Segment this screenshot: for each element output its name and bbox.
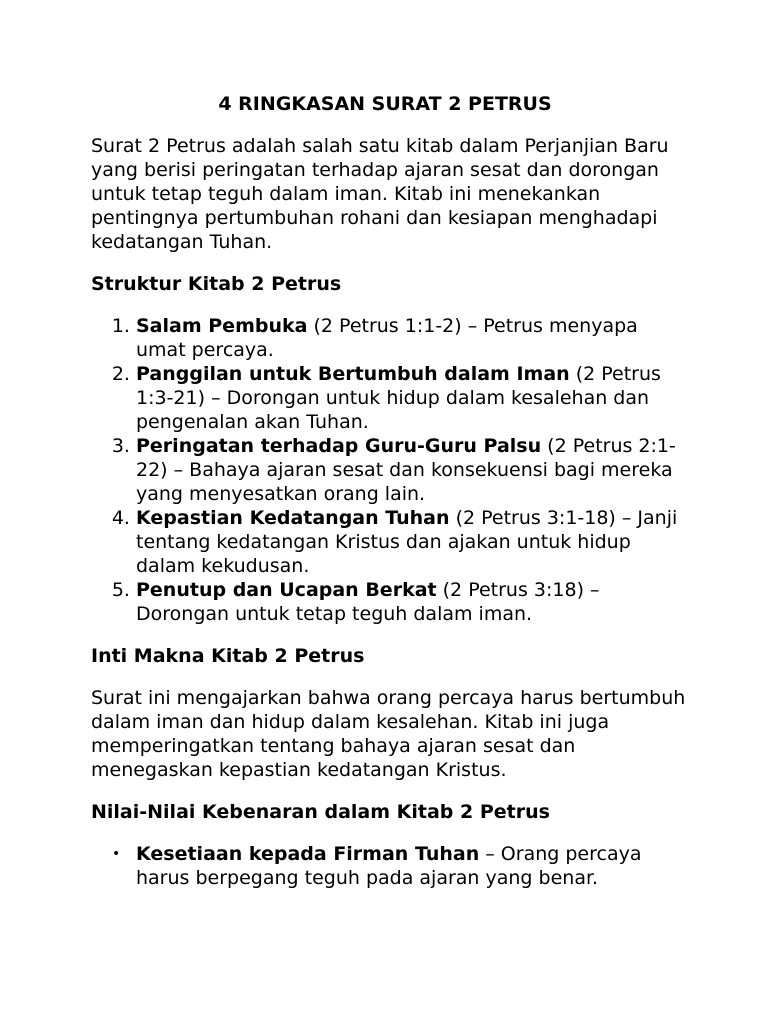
item-term: Salam Pembuka [136, 315, 308, 337]
item-term: Peringatan terhadap Guru-Guru Palsu [136, 435, 542, 457]
section-heading-structure: Struktur Kitab 2 Petrus [91, 273, 342, 295]
list-item [136, 314, 691, 362]
item-desc: – Orang percaya harus berpegang teguh pada ajaran yang benar. [136, 843, 642, 889]
item-term: Kesetiaan kepada Firman Tuhan [136, 843, 480, 865]
item-term: Kepastian Kedatangan Tuhan [136, 507, 450, 529]
document-page [91, 92, 691, 908]
item-desc: (2 Petrus 1:1-2) – Petrus menyapa umat percaya. [136, 315, 638, 361]
list-item [136, 434, 691, 506]
values-list [91, 842, 691, 890]
meaning-paragraph: Surat ini mengajarkan bahwa orang percaya harus bertumbuh dalam iman dan hidup dalam kesalehan. Kitab ini juga memperingatkan tentang bahaya ajaran sesat dan menegaskan kepastian kedatangan Kristus. [91, 687, 686, 781]
section-heading-meaning: Inti Makna Kitab 2 Petrus [91, 645, 365, 667]
list-item [136, 362, 691, 434]
intro-paragraph: Surat 2 Petrus adalah salah satu kitab dalam Perjanjian Baru yang berisi peringatan terhadap ajaran sesat dan dorongan untuk tetap teguh dalam iman. Kitab ini menekankan pentingnya pertumbuhan rohani dan kesiapan menghadapi kedatangan Tuhan. [91, 135, 669, 253]
item-term: Panggilan untuk Bertumbuh dalam Iman [136, 363, 570, 385]
item-desc: (2 Petrus 3:18) – Dorongan untuk tetap teguh dalam iman. [136, 579, 600, 625]
list-item [136, 578, 691, 626]
item-desc: (2 Petrus 3:1-18) – Janji tentang kedatangan Kristus dan ajakan untuk hidup dalam kekudusan. [136, 507, 678, 577]
list-item [112, 842, 691, 890]
document-title: 4 RINGKASAN SURAT 2 PETRUS [218, 93, 552, 115]
bullet-icon: • [112, 846, 121, 862]
list-item [136, 506, 691, 578]
section-heading-values: Nilai-Nilai Kebenaran dalam Kitab 2 Petrus [91, 801, 550, 823]
structure-list [91, 314, 691, 626]
item-term: Penutup dan Ucapan Berkat [136, 579, 437, 601]
item-desc: (2 Petrus 2:1-22) – Bahaya ajaran sesat dan konsekuensi bagi mereka yang menyesatkan orang lain. [136, 435, 676, 505]
item-desc: (2 Petrus 1:3-21) – Dorongan untuk hidup dalam kesalehan dan pengenalan akan Tuhan. [136, 363, 661, 433]
